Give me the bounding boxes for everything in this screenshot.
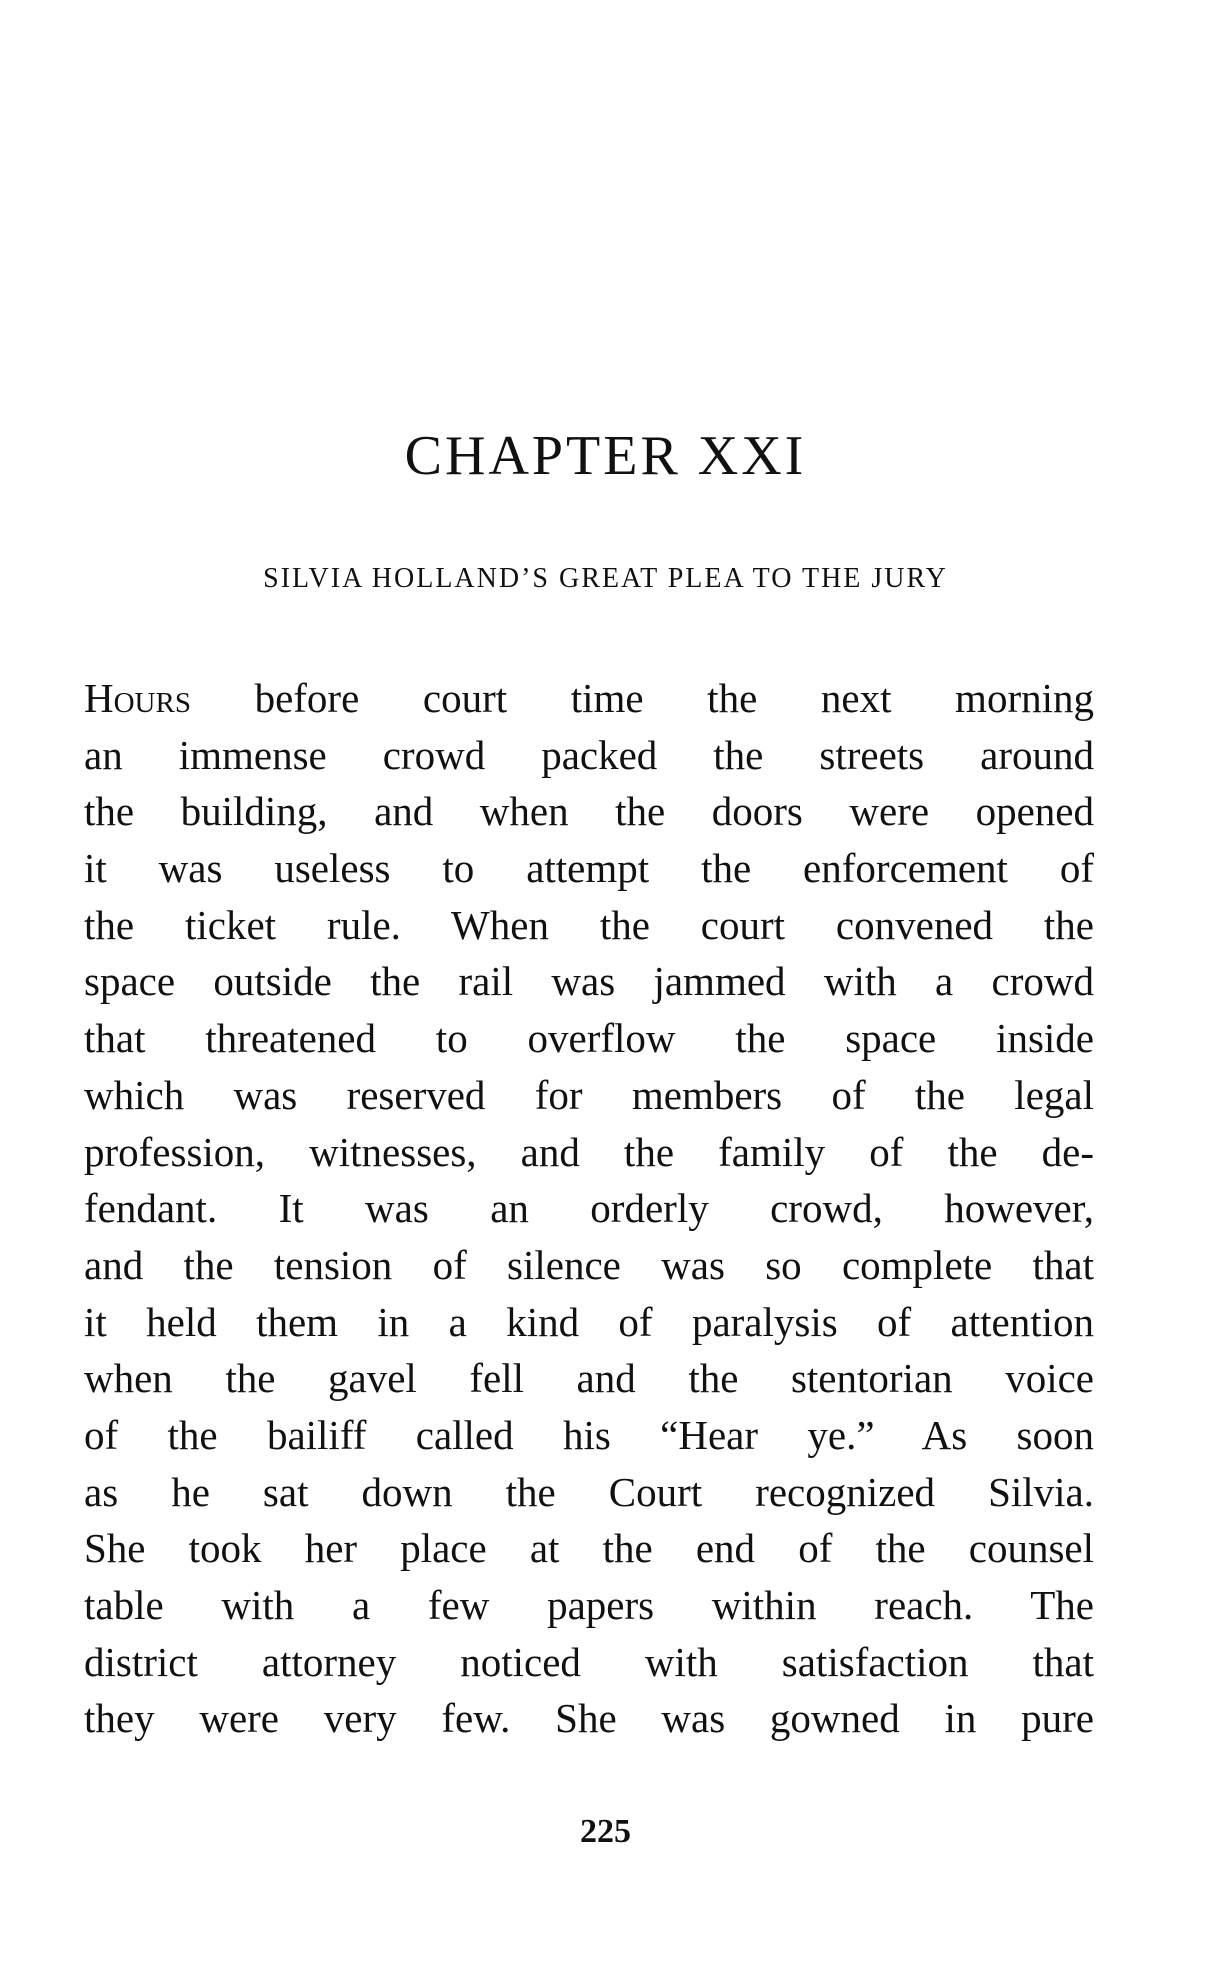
text-line: and the tension of silence was so complete that xyxy=(84,1241,1094,1288)
page-number: 225 xyxy=(580,1813,631,1850)
text-line: the building, and when the doors were opened xyxy=(84,788,1094,835)
text-line xyxy=(84,670,1094,727)
text-line: an immense crowd packed the streets around xyxy=(84,731,1094,778)
text-line: table with a few papers within reach. The xyxy=(84,1582,1094,1628)
chapter-title: CHAPTER XXI xyxy=(404,425,807,487)
text-line: of the bailiff called his “Hear ye.” As soon xyxy=(84,1411,1094,1458)
text-line: district attorney noticed with satisfaction that xyxy=(84,1638,1094,1685)
text-line: space outside the rail was jammed with a crowd xyxy=(84,958,1094,1005)
text-line: that threatened to overflow the space inside xyxy=(84,1015,1094,1062)
text-line: She took her place at the end of the counsel xyxy=(84,1525,1094,1572)
text-line: when the gavel fell and the stentorian voice xyxy=(84,1355,1094,1402)
body-text xyxy=(84,670,1094,1747)
text-line: as he sat down the Court recognized Silvia. xyxy=(84,1468,1094,1515)
text-line: which was reserved for members of the legal xyxy=(84,1071,1094,1118)
chapter-subtitle: SILVIA HOLLAND’S GREAT PLEA TO THE JURY xyxy=(263,563,948,594)
text-line: the ticket rule. When the court convened the xyxy=(84,901,1094,948)
lead-word: Hours xyxy=(84,675,191,721)
text-line: it was useless to attempt the enforcement of xyxy=(84,845,1094,892)
text-line: it held them in a kind of paralysis of attention xyxy=(84,1298,1094,1345)
text-line: fendant. It was an orderly crowd, however, xyxy=(84,1185,1094,1232)
text-line: they were very few. She was gowned in pure xyxy=(84,1695,1094,1742)
first-line-rest: before court time the next morning xyxy=(190,675,1094,721)
text-line: profession, witnesses, and the family of the de- xyxy=(84,1128,1094,1175)
